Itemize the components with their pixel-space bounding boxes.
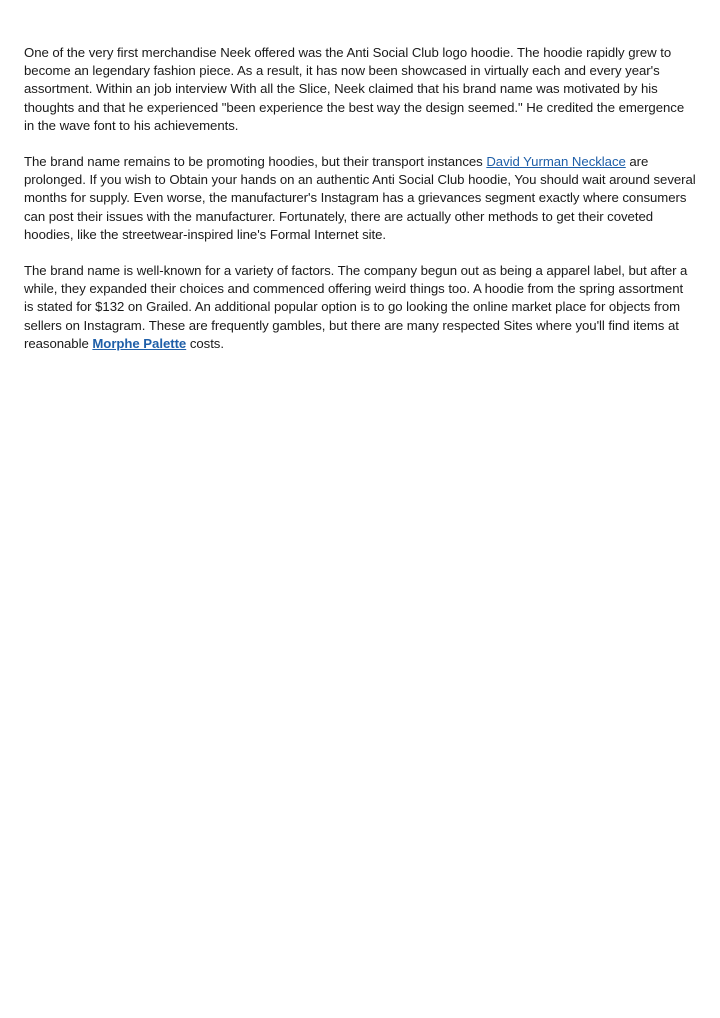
morphe-palette-link[interactable]: Morphe Palette <box>92 335 187 351</box>
paragraph-text: One of the very first merchandise Neek offered was the Anti Social Club logo hoodie. The hoodie rapidly grew to become an legendary fashion piece. As a result, it has now been showcased in virtually each and every year's assortment. Within an job interview With all the Slice, Neek claimed that his brand name was motivated by his thoughts and that he experienced "been experience the best way the design seemed." He credited the emergence in the wave font to his achievements. <box>24 45 685 133</box>
article-body <box>24 44 696 371</box>
david-yurman-necklace-link[interactable]: David Yurman Necklace <box>486 154 626 170</box>
paragraph-text-before-link: The brand name remains to be promoting hoodies, but their transport instances <box>24 154 487 170</box>
paragraph-text-before-link: The brand name is well-known for a variety of factors. The company begun out as being a apparel label, but after a while, they expanded their choices and commenced offering weird things too. A hoodie from the spring assortment is stated for $132 on Grailed. An additional popular option is to go looking the online market place for objects from sellers on Instagram. These are frequently gambles, but there are many respected Sites where you'll find items at reasonable <box>24 263 688 351</box>
paragraph-text-after-link: costs. <box>186 335 224 351</box>
paragraph-text-after-link: are prolonged. If you wish to Obtain your hands on an authentic Anti Social Club hoodie, You should wait around several months for supply. Even worse, the manufacturer's Instagram has a grievances segment exactly where consumers can post their issues with the manufacturer. Fortunately, there are actually other methods to get their coveted hoodies, like the streetwear-inspired line's Formal Internet site. <box>24 154 696 242</box>
paragraph-shipping <box>24 153 696 244</box>
paragraph-hoodie-history <box>24 44 696 135</box>
paragraph-brand-factors <box>24 262 696 353</box>
